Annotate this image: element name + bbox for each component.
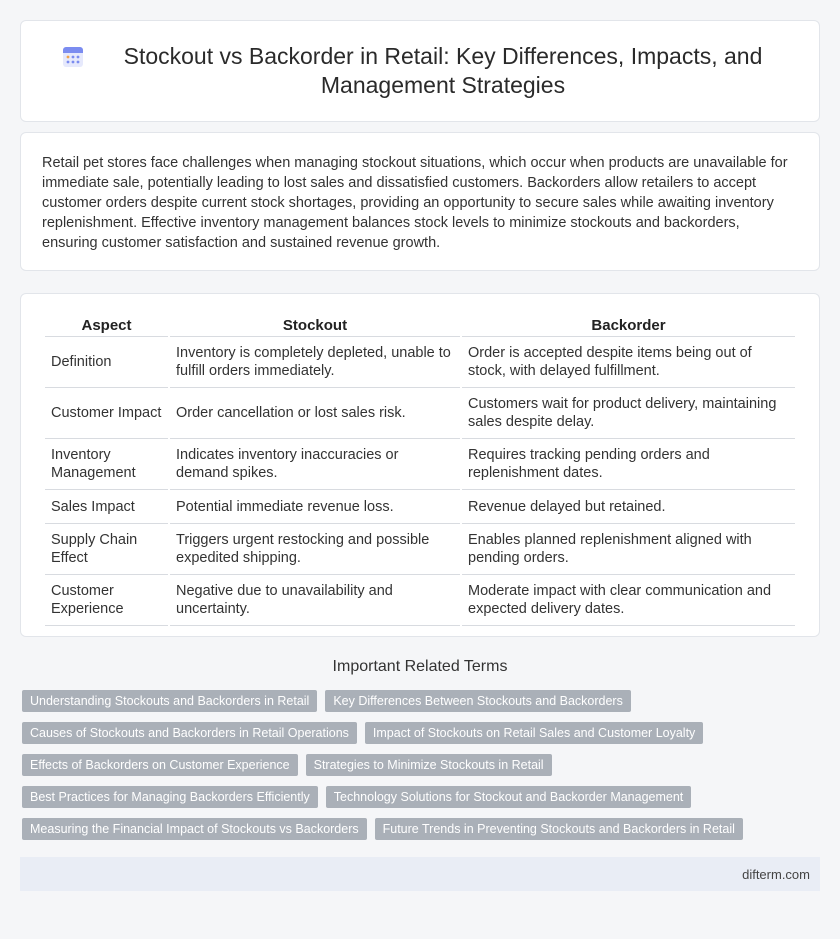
table-row: [45, 490, 795, 524]
header-stockout: Stockout: [170, 308, 460, 337]
title-wrap: [61, 42, 779, 100]
related-term-tag[interactable]: Impact of Stockouts on Retail Sales and Customer Loyalty: [365, 722, 703, 744]
cell-backorder: Enables planned replenishment aligned with pending orders.: [462, 524, 795, 575]
cell-aspect: Inventory Management: [45, 439, 168, 490]
related-terms-title: Important Related Terms: [332, 658, 508, 675]
table-header-row: [45, 308, 795, 337]
cell-aspect: Customer Impact: [45, 388, 168, 439]
cell-stockout: Triggers urgent restocking and possible expedited shipping.: [170, 524, 460, 575]
related-term-tag[interactable]: Understanding Stockouts and Backorders in Retail: [22, 690, 317, 712]
cell-stockout: Potential immediate revenue loss.: [170, 490, 460, 524]
footer-site-link[interactable]: difterm.com: [742, 866, 810, 882]
table-row: [45, 337, 795, 388]
related-term-tag[interactable]: Measuring the Financial Impact of Stockouts vs Backorders: [22, 818, 367, 840]
related-term-tag[interactable]: Effects of Backorders on Customer Experience: [22, 754, 298, 776]
cell-backorder: Revenue delayed but retained.: [462, 490, 795, 524]
cell-backorder: Customers wait for product delivery, maintaining sales despite delay.: [462, 388, 795, 439]
related-term-tag[interactable]: Strategies to Minimize Stockouts in Retail: [306, 754, 552, 776]
related-term-tag[interactable]: Best Practices for Managing Backorders Efficiently: [22, 786, 318, 808]
cell-backorder: Moderate impact with clear communication and expected delivery dates.: [462, 575, 795, 626]
cell-stockout: Order cancellation or lost sales risk.: [170, 388, 460, 439]
header-card: [20, 20, 820, 122]
table-row: [45, 524, 795, 575]
cell-aspect: Definition: [45, 337, 168, 388]
cell-stockout: Inventory is completely depleted, unable to fulfill orders immediately.: [170, 337, 460, 388]
cell-backorder: Order is accepted despite items being out of stock, with delayed fulfillment.: [462, 337, 795, 388]
page-title: Stockout vs Backorder in Retail: Key Differences, Impacts, and Management Strategies: [123, 43, 763, 98]
header-backorder: Backorder: [462, 308, 795, 337]
header-aspect: Aspect: [45, 308, 168, 337]
spreadsheet-icon: [61, 45, 85, 69]
cell-aspect: Supply Chain Effect: [45, 524, 168, 575]
cell-stockout: Indicates inventory inaccuracies or demand spikes.: [170, 439, 460, 490]
related-term-tag[interactable]: Causes of Stockouts and Backorders in Retail Operations: [22, 722, 357, 744]
comparison-table: [43, 308, 797, 626]
comparison-table-card: [20, 293, 820, 637]
cell-aspect: Customer Experience: [45, 575, 168, 626]
intro-card: [20, 132, 820, 271]
table-row: [45, 388, 795, 439]
cell-stockout: Negative due to unavailability and uncertainty.: [170, 575, 460, 626]
cell-backorder: Requires tracking pending orders and replenishment dates.: [462, 439, 795, 490]
related-term-tag[interactable]: Key Differences Between Stockouts and Backorders: [325, 690, 631, 712]
table-row: [45, 439, 795, 490]
related-term-tag[interactable]: Future Trends in Preventing Stockouts and Backorders in Retail: [375, 818, 743, 840]
intro-text: Retail pet stores face challenges when managing stockout situations, which occur when products are unavailable for immediate sale, potentially leading to lost sales and dissatisfied customers. Backorders allow retailers to accept customer orders despite current stock shortages, providing an opportunity to secure sales while awaiting inventory replenishment. Effective inventory management balances stock levels to minimize stockouts and backorders, ensuring customer satisfaction and sustained revenue growth.: [42, 155, 788, 251]
related-term-tag[interactable]: Technology Solutions for Stockout and Backorder Management: [326, 786, 692, 808]
footer: [20, 857, 820, 891]
related-terms-list: [0, 690, 840, 840]
cell-aspect: Sales Impact: [45, 490, 168, 524]
table-row: [45, 575, 795, 626]
